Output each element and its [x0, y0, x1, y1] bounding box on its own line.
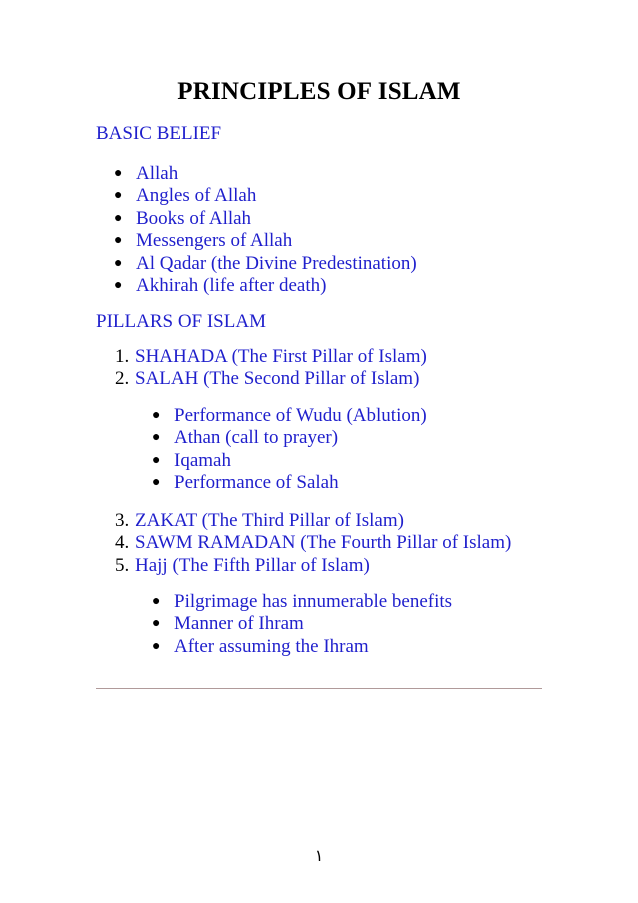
bullet-icon: ●: [152, 475, 161, 491]
bullet-icon: ●: [152, 430, 161, 446]
horizontal-rule: [96, 688, 542, 689]
list-item[interactable]: ● Iqamah: [152, 449, 231, 471]
list-item[interactable]: ● Al Qadar (the Divine Predestination): [114, 252, 417, 274]
bullet-icon: ●: [152, 452, 161, 468]
pillar-item-shahada[interactable]: 1. SHAHADA (The First Pillar of Islam): [115, 346, 427, 367]
pillar-item-zakat[interactable]: 3. ZAKAT (The Third Pillar of Islam): [115, 510, 404, 531]
bullet-icon: ●: [152, 638, 161, 654]
salah-sublist: [152, 405, 427, 495]
hajj-sublist: [152, 591, 453, 658]
section-heading-pillars: PILLARS OF ISLAM: [96, 311, 266, 332]
page-number: ١: [314, 846, 324, 865]
pillar-item-hajj[interactable]: 5. Hajj (The Fifth Pillar of Islam): [115, 554, 370, 576]
list-item[interactable]: ● Performance of Wudu (Ablution): [152, 405, 427, 426]
bullet-icon: ●: [114, 188, 123, 204]
bullet-icon: ●: [114, 255, 123, 271]
bullet-icon: ●: [152, 594, 161, 609]
list-item[interactable]: ● After assuming the Ihram: [152, 635, 369, 657]
list-item[interactable]: ● Akhirah (life after death): [114, 274, 327, 296]
pillar-item-sawm[interactable]: 4. SAWM RAMADAN (The Fourth Pillar of Islam): [115, 532, 512, 554]
list-item[interactable]: ● Books of Allah: [114, 207, 252, 229]
bullet-icon: ●: [152, 616, 161, 632]
list-item[interactable]: ● Performance of Salah: [152, 472, 339, 494]
bullet-icon: ●: [114, 233, 123, 249]
pillars-list-part-1: [115, 346, 427, 391]
bullet-icon: ●: [152, 408, 161, 423]
pillars-list-part-2: [115, 510, 512, 577]
basic-belief-list: [114, 163, 417, 297]
bullet-icon: ●: [114, 166, 123, 181]
list-item[interactable]: ● Messengers of Allah: [114, 230, 293, 252]
bullet-icon: ●: [114, 210, 123, 226]
list-item[interactable]: ● Athan (call to prayer): [152, 427, 339, 449]
list-item[interactable]: ● Allah: [114, 163, 179, 184]
list-item[interactable]: ● Pilgrimage has innumerable benefits: [152, 591, 453, 612]
page-title: PRINCIPLES OF ISLAM: [177, 78, 461, 105]
list-item[interactable]: ● Manner of Ihram: [152, 613, 304, 635]
list-item[interactable]: ● Angles of Allah: [114, 185, 257, 207]
bullet-icon: ●: [114, 277, 123, 293]
pillar-item-salah[interactable]: 2. SALAH (The Second Pillar of Islam): [115, 368, 420, 390]
section-heading-basic-belief: BASIC BELIEF: [96, 123, 222, 144]
